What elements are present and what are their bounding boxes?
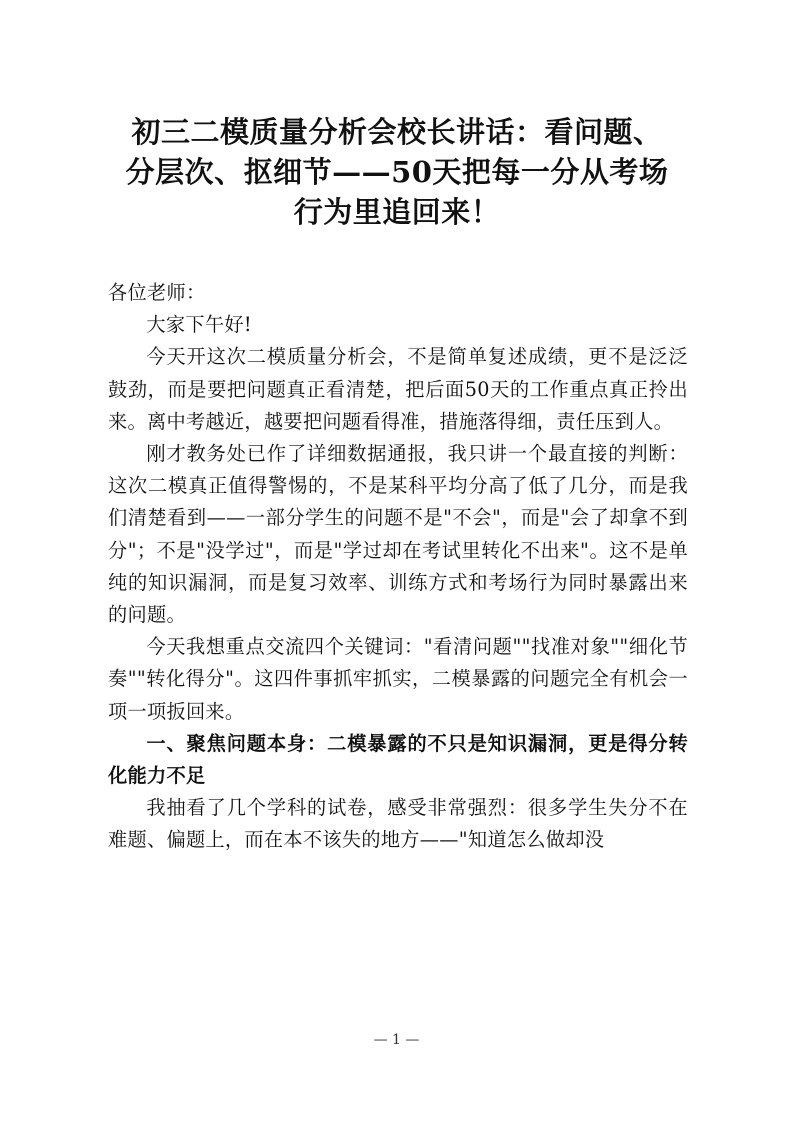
page-number: — 1 — — [373, 1032, 420, 1048]
title-line-2: 分层次、抠细节——50天把每一分从考场 — [125, 155, 669, 189]
title-line-3: 行为里追回来！ — [293, 195, 501, 229]
body-paragraph: 刚才教务处已作了详细数据通报，我只讲一个最直接的判断：这次二模真正值得警惕的，不是某科平均分高了低了几分，而是我们清楚看到——一部分学生的问题不是"不会"，而是"会了却拿不到分"；不是"没学过"，而是"学过却在考试里转化不出来"。这不是单纯的知识漏洞，而是复习效率、训练方式和考场行为同时暴露出来的问题。 — [108, 442, 688, 627]
document-body — [108, 277, 688, 857]
body-paragraph: 今天我想重点交流四个关键词："看清问题""找准对象""细化节奏""转化得分"。这四件事抓牢抓实，二模暴露的问题完全有机会一项一项扳回来。 — [108, 635, 688, 723]
salutation: 各位老师： — [108, 281, 206, 304]
document-title — [100, 112, 694, 232]
section-heading: 一、聚焦问题本身：二模暴露的不只是知识漏洞，更是得分转化能力不足 — [108, 731, 688, 788]
body-paragraph: 今天开这次二模质量分析会，不是简单复述成绩，更不是泛泛鼓劲，而是要把问题真正看清楚，把后面50天的工作重点真正拎出来。离中考越近，越要把问题看得准，措施落得细，责任压到人。 — [108, 345, 688, 433]
title-line-1: 初三二模质量分析会校长讲话：看问题、 — [131, 115, 663, 149]
greeting-paragraph: 大家下午好! — [146, 313, 252, 337]
body-paragraph: 我抽看了几个学科的试卷，感受非常强烈：很多学生失分不在难题、偏题上，而在本不该失的地方——"知道怎么做却没 — [108, 796, 688, 852]
